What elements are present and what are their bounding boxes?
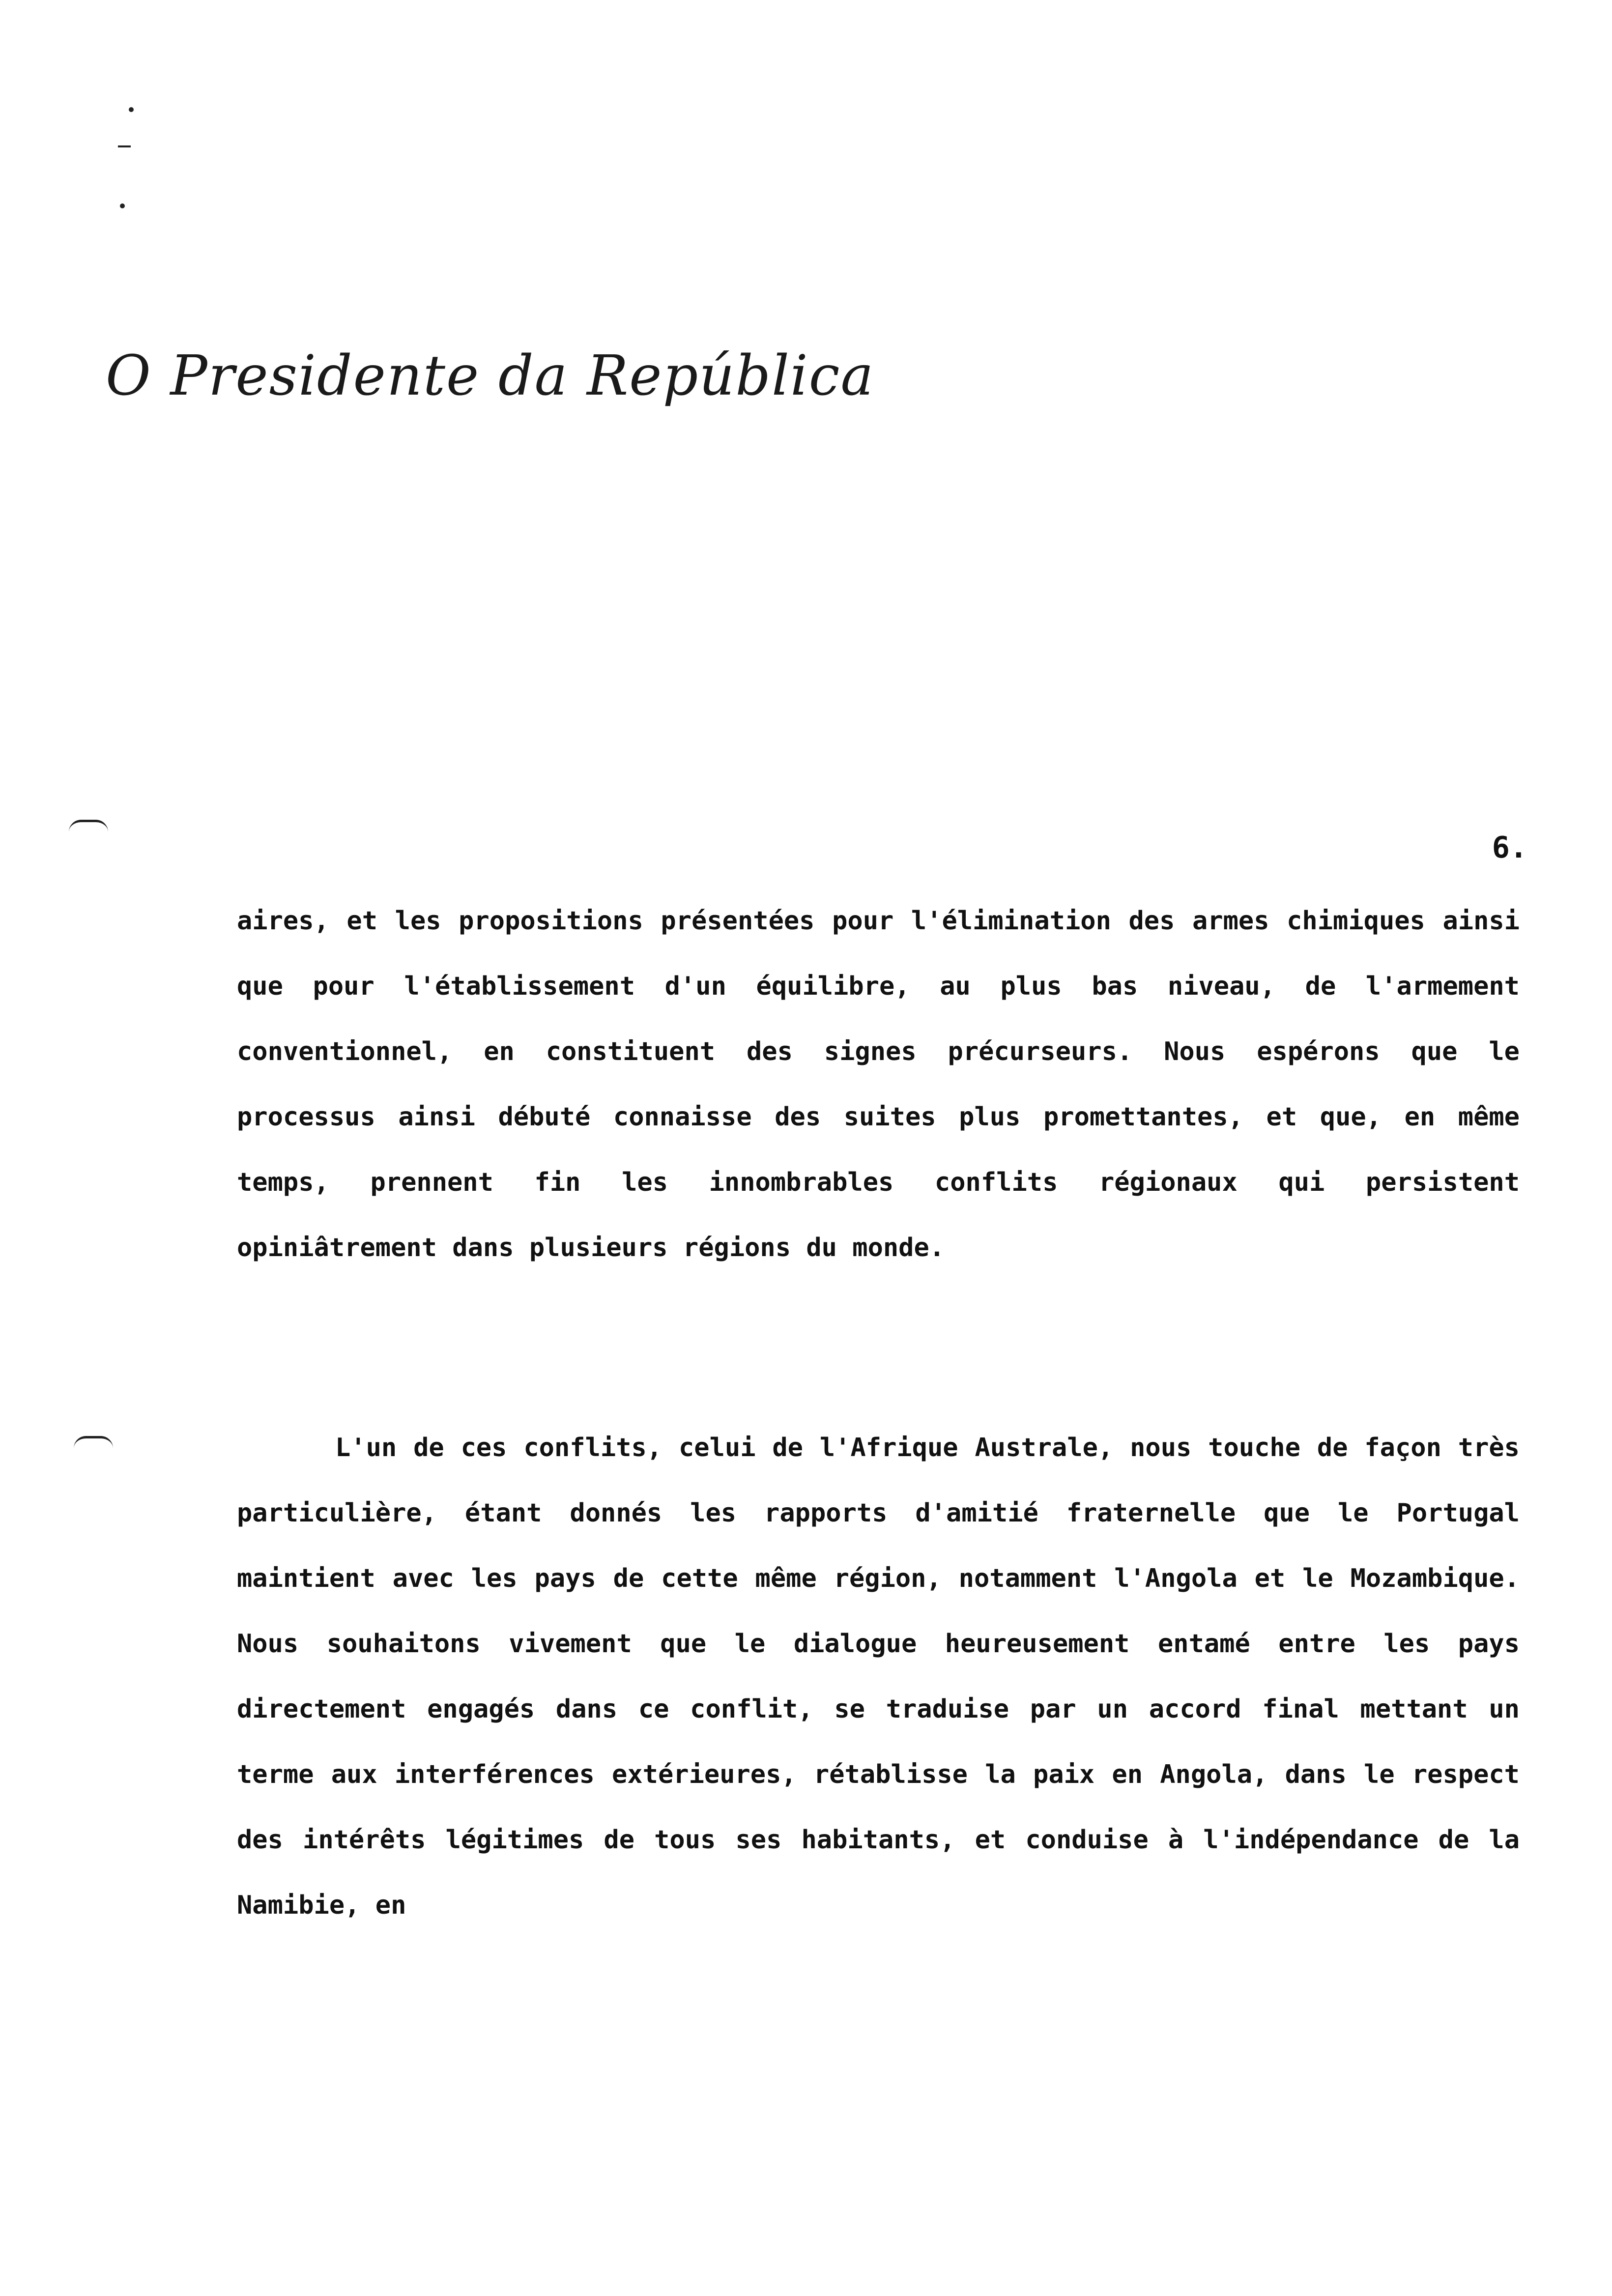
page-number: 6. (1492, 831, 1527, 865)
letterhead-text: O Presidente da República (106, 344, 875, 408)
paragraph: aires, et les propositions présentées pour l'élimination des armes chimiques ainsi que pour l'établissement d'un équilibre, au plus bas niveau, de l'armement conventionnel, en constituent des signes précurseurs. Nous espérons que le processus ainsi débuté connaisse des suites plus promettantes, et que, en même temps, prennent fin les innombrables conflits régionaux qui persistent opiniâtrement dans plusieurs régions du monde. (237, 906, 1520, 1263)
margin-mark (129, 107, 134, 112)
letterhead (106, 344, 874, 408)
margin-mark (120, 203, 125, 208)
margin-mark (74, 1436, 113, 1448)
margin-mark (118, 145, 131, 147)
paragraph: L'un de ces conflits, celui de l'Afrique Australe, nous touche de façon très particulière, étant donnés les rapports d'amitié fraternelle que le Portugal maintient avec les pays de cette même région, notamment l'Angola et le Mozambique. Nous souhaitons vivement que le dialogue heureusement entamé entre les pays directement engagés dans ce conflit, se traduise par un accord final mettant un terme aux interférences extérieures, rétablisse la paix en Angola, dans le respect des intérêts légitimes de tous ses habitants, et conduise à l'indépendance de la Namibie, en (237, 1433, 1520, 1920)
margin-mark (69, 820, 108, 832)
